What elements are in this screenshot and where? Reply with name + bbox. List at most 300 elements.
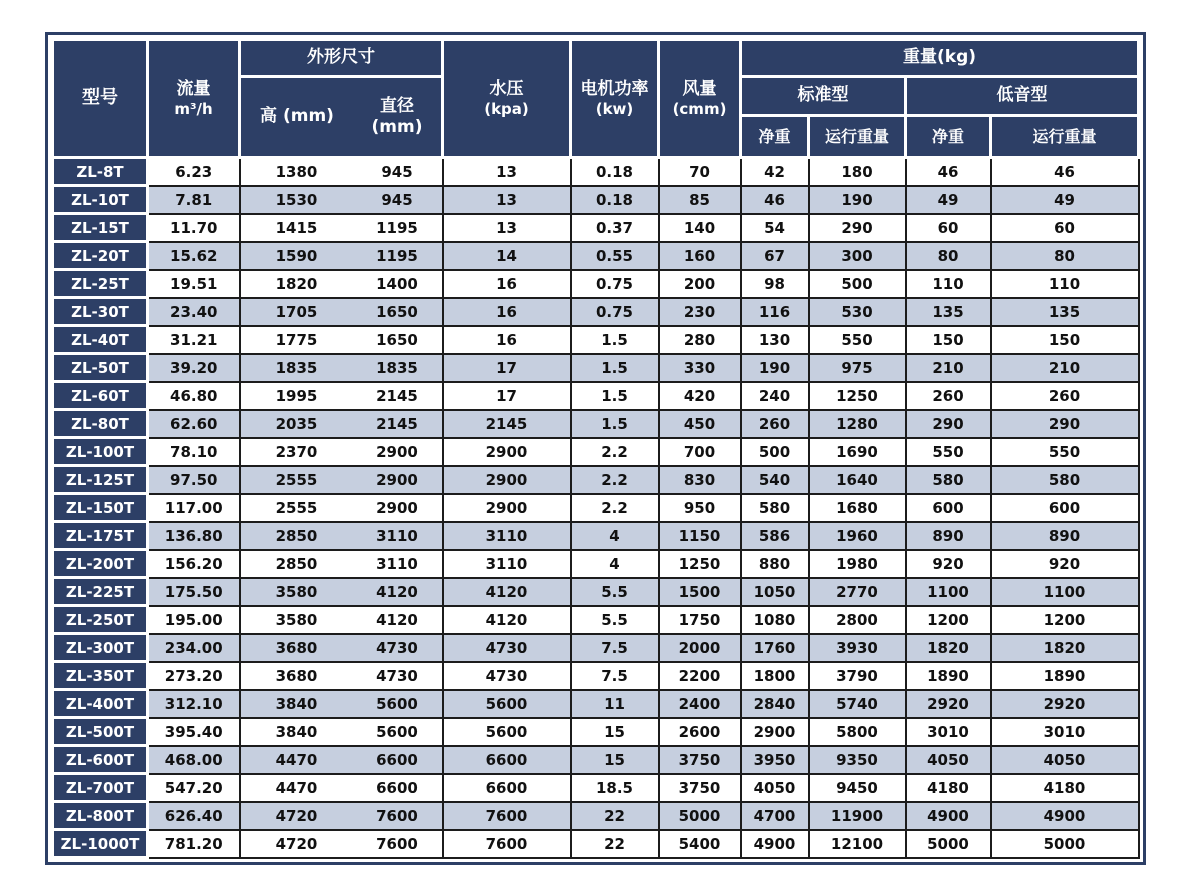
data-cell-low_net: 135 <box>906 298 991 326</box>
table-row <box>53 802 1139 830</box>
table-row <box>53 214 1139 242</box>
data-cell-diameter: 1195 <box>353 242 443 270</box>
data-cell-motor: 7.5 <box>571 662 659 690</box>
airflow-label: 风量 <box>682 79 717 100</box>
data-cell-low_net: 1890 <box>906 662 991 690</box>
model-cell: ZL-350T <box>53 662 148 690</box>
flow-unit: m³/h <box>174 99 213 118</box>
col-header-std-net-weight: 净重 <box>741 116 809 158</box>
data-cell-std_run: 290 <box>809 214 906 242</box>
data-cell-low_run: 260 <box>991 382 1139 410</box>
data-cell-low_net: 290 <box>906 410 991 438</box>
data-cell-airflow: 2600 <box>659 718 741 746</box>
data-cell-std_run: 550 <box>809 326 906 354</box>
data-cell-airflow: 700 <box>659 438 741 466</box>
data-cell-height: 2850 <box>240 522 353 550</box>
table-row <box>53 242 1139 270</box>
model-cell: ZL-20T <box>53 242 148 270</box>
model-cell: ZL-1000T <box>53 830 148 858</box>
data-cell-airflow: 950 <box>659 494 741 522</box>
data-cell-std_run: 5740 <box>809 690 906 718</box>
data-cell-low_net: 150 <box>906 326 991 354</box>
data-cell-low_net: 4050 <box>906 746 991 774</box>
table-row <box>53 438 1139 466</box>
data-cell-height: 1835 <box>240 354 353 382</box>
data-cell-motor: 4 <box>571 522 659 550</box>
data-cell-std_run: 9350 <box>809 746 906 774</box>
data-cell-diameter: 1195 <box>353 214 443 242</box>
model-cell: ZL-600T <box>53 746 148 774</box>
data-cell-std_net: 1080 <box>741 606 809 634</box>
data-cell-pressure: 4730 <box>443 634 571 662</box>
data-cell-diameter: 5600 <box>353 690 443 718</box>
data-cell-flow: 6.23 <box>148 158 240 186</box>
data-cell-airflow: 230 <box>659 298 741 326</box>
data-cell-std_net: 586 <box>741 522 809 550</box>
table-row <box>53 774 1139 802</box>
data-cell-airflow: 200 <box>659 270 741 298</box>
table-row <box>53 550 1139 578</box>
data-cell-std_net: 42 <box>741 158 809 186</box>
data-cell-motor: 1.5 <box>571 326 659 354</box>
data-cell-airflow: 830 <box>659 466 741 494</box>
data-cell-diameter: 2145 <box>353 410 443 438</box>
data-cell-flow: 7.81 <box>148 186 240 214</box>
data-cell-low_run: 600 <box>991 494 1139 522</box>
data-cell-flow: 15.62 <box>148 242 240 270</box>
data-cell-diameter: 2900 <box>353 438 443 466</box>
data-cell-height: 3680 <box>240 634 353 662</box>
data-cell-std_net: 880 <box>741 550 809 578</box>
data-cell-low_net: 920 <box>906 550 991 578</box>
data-cell-low_net: 1200 <box>906 606 991 634</box>
data-cell-height: 1995 <box>240 382 353 410</box>
data-cell-pressure: 17 <box>443 382 571 410</box>
data-cell-height: 3680 <box>240 662 353 690</box>
data-cell-pressure: 16 <box>443 270 571 298</box>
data-cell-pressure: 2900 <box>443 438 571 466</box>
data-cell-std_net: 54 <box>741 214 809 242</box>
table-row <box>53 354 1139 382</box>
model-cell: ZL-80T <box>53 410 148 438</box>
data-cell-low_run: 1200 <box>991 606 1139 634</box>
table-row <box>53 522 1139 550</box>
data-cell-flow: 195.00 <box>148 606 240 634</box>
data-cell-std_run: 1250 <box>809 382 906 410</box>
data-cell-motor: 22 <box>571 802 659 830</box>
data-cell-low_run: 1820 <box>991 634 1139 662</box>
spec-table-container <box>45 32 1146 865</box>
data-cell-flow: 97.50 <box>148 466 240 494</box>
data-cell-diameter: 7600 <box>353 802 443 830</box>
data-cell-airflow: 3750 <box>659 774 741 802</box>
data-cell-airflow: 3750 <box>659 746 741 774</box>
table-row <box>53 830 1139 858</box>
model-cell: ZL-700T <box>53 774 148 802</box>
spec-table <box>51 38 1140 859</box>
data-cell-motor: 5.5 <box>571 578 659 606</box>
col-header-height: 高 (mm) <box>260 106 334 127</box>
data-cell-height: 3580 <box>240 578 353 606</box>
data-cell-airflow: 2200 <box>659 662 741 690</box>
data-cell-low_run: 110 <box>991 270 1139 298</box>
data-cell-std_net: 2840 <box>741 690 809 718</box>
data-cell-flow: 62.60 <box>148 410 240 438</box>
data-cell-airflow: 1150 <box>659 522 741 550</box>
data-cell-diameter: 4120 <box>353 606 443 634</box>
data-cell-flow: 395.40 <box>148 718 240 746</box>
data-cell-motor: 15 <box>571 746 659 774</box>
data-cell-std_net: 4700 <box>741 802 809 830</box>
data-cell-diameter: 6600 <box>353 746 443 774</box>
data-cell-flow: 31.21 <box>148 326 240 354</box>
data-cell-diameter: 6600 <box>353 774 443 802</box>
model-cell: ZL-10T <box>53 186 148 214</box>
data-cell-low_net: 46 <box>906 158 991 186</box>
data-cell-height: 4470 <box>240 746 353 774</box>
data-cell-low_net: 1820 <box>906 634 991 662</box>
data-cell-low_net: 110 <box>906 270 991 298</box>
model-cell: ZL-30T <box>53 298 148 326</box>
data-cell-low_net: 260 <box>906 382 991 410</box>
col-header-pressure <box>443 40 571 158</box>
data-cell-low_net: 210 <box>906 354 991 382</box>
data-cell-diameter: 945 <box>353 158 443 186</box>
data-cell-height: 2035 <box>240 410 353 438</box>
data-cell-flow: 46.80 <box>148 382 240 410</box>
data-cell-diameter: 3110 <box>353 522 443 550</box>
model-cell: ZL-175T <box>53 522 148 550</box>
data-cell-std_run: 2800 <box>809 606 906 634</box>
data-cell-low_run: 920 <box>991 550 1139 578</box>
data-cell-airflow: 1750 <box>659 606 741 634</box>
data-cell-motor: 2.2 <box>571 466 659 494</box>
header-row-1 <box>53 40 1139 77</box>
data-cell-height: 1820 <box>240 270 353 298</box>
data-cell-flow: 547.20 <box>148 774 240 802</box>
data-cell-low_run: 46 <box>991 158 1139 186</box>
data-cell-std_run: 3790 <box>809 662 906 690</box>
data-cell-std_run: 1690 <box>809 438 906 466</box>
table-header <box>53 40 1139 158</box>
table-row <box>53 718 1139 746</box>
data-cell-std_run: 1280 <box>809 410 906 438</box>
data-cell-flow: 39.20 <box>148 354 240 382</box>
table-row <box>53 326 1139 354</box>
data-cell-std_net: 580 <box>741 494 809 522</box>
data-cell-airflow: 1250 <box>659 550 741 578</box>
col-header-low-noise-type: 低音型 <box>906 77 1139 116</box>
data-cell-std_net: 116 <box>741 298 809 326</box>
data-cell-std_run: 9450 <box>809 774 906 802</box>
data-cell-std_net: 67 <box>741 242 809 270</box>
data-cell-diameter: 1650 <box>353 326 443 354</box>
data-cell-height: 2850 <box>240 550 353 578</box>
table-row <box>53 746 1139 774</box>
data-cell-height: 4470 <box>240 774 353 802</box>
col-header-std-run-weight: 运行重量 <box>809 116 906 158</box>
data-cell-std_net: 260 <box>741 410 809 438</box>
data-cell-low_run: 550 <box>991 438 1139 466</box>
data-cell-diameter: 5600 <box>353 718 443 746</box>
data-cell-std_run: 1640 <box>809 466 906 494</box>
data-cell-std_run: 180 <box>809 158 906 186</box>
table-row <box>53 466 1139 494</box>
col-header-low-net-weight: 净重 <box>906 116 991 158</box>
data-cell-low_run: 1100 <box>991 578 1139 606</box>
data-cell-height: 3840 <box>240 690 353 718</box>
data-cell-flow: 23.40 <box>148 298 240 326</box>
data-cell-diameter: 2900 <box>353 466 443 494</box>
data-cell-flow: 781.20 <box>148 830 240 858</box>
data-cell-low_run: 2920 <box>991 690 1139 718</box>
data-cell-diameter: 2900 <box>353 494 443 522</box>
data-cell-pressure: 2145 <box>443 410 571 438</box>
model-cell: ZL-25T <box>53 270 148 298</box>
data-cell-height: 4720 <box>240 830 353 858</box>
data-cell-airflow: 1500 <box>659 578 741 606</box>
table-row <box>53 270 1139 298</box>
data-cell-airflow: 140 <box>659 214 741 242</box>
data-cell-pressure: 14 <box>443 242 571 270</box>
data-cell-height: 2370 <box>240 438 353 466</box>
data-cell-pressure: 7600 <box>443 802 571 830</box>
data-cell-motor: 5.5 <box>571 606 659 634</box>
col-header-airflow <box>659 40 741 158</box>
data-cell-height: 3580 <box>240 606 353 634</box>
data-cell-low_net: 4900 <box>906 802 991 830</box>
data-cell-motor: 0.18 <box>571 186 659 214</box>
col-header-motor-power <box>571 40 659 158</box>
data-cell-std_net: 3950 <box>741 746 809 774</box>
data-cell-pressure: 13 <box>443 186 571 214</box>
data-cell-height: 2555 <box>240 466 353 494</box>
data-cell-airflow: 280 <box>659 326 741 354</box>
data-cell-flow: 312.10 <box>148 690 240 718</box>
model-cell: ZL-200T <box>53 550 148 578</box>
data-cell-std_net: 98 <box>741 270 809 298</box>
model-cell: ZL-15T <box>53 214 148 242</box>
data-cell-low_net: 600 <box>906 494 991 522</box>
data-cell-motor: 1.5 <box>571 410 659 438</box>
data-cell-std_run: 5800 <box>809 718 906 746</box>
data-cell-low_net: 80 <box>906 242 991 270</box>
data-cell-motor: 0.37 <box>571 214 659 242</box>
model-cell: ZL-8T <box>53 158 148 186</box>
data-cell-std_net: 130 <box>741 326 809 354</box>
col-header-weight: 重量(kg) <box>741 40 1139 77</box>
data-cell-height: 1590 <box>240 242 353 270</box>
data-cell-std_net: 4050 <box>741 774 809 802</box>
data-cell-low_run: 80 <box>991 242 1139 270</box>
data-cell-height: 3840 <box>240 718 353 746</box>
data-cell-pressure: 16 <box>443 298 571 326</box>
data-cell-pressure: 3110 <box>443 550 571 578</box>
data-cell-flow: 273.20 <box>148 662 240 690</box>
data-cell-airflow: 420 <box>659 382 741 410</box>
data-cell-std_run: 1960 <box>809 522 906 550</box>
data-cell-std_run: 300 <box>809 242 906 270</box>
data-cell-flow: 234.00 <box>148 634 240 662</box>
data-cell-airflow: 5400 <box>659 830 741 858</box>
data-cell-low_run: 3010 <box>991 718 1139 746</box>
data-cell-pressure: 3110 <box>443 522 571 550</box>
data-cell-low_net: 890 <box>906 522 991 550</box>
data-cell-motor: 0.18 <box>571 158 659 186</box>
data-cell-diameter: 1650 <box>353 298 443 326</box>
data-cell-height: 4720 <box>240 802 353 830</box>
table-row <box>53 298 1139 326</box>
data-cell-std_run: 12100 <box>809 830 906 858</box>
data-cell-diameter: 4730 <box>353 662 443 690</box>
data-cell-std_net: 1760 <box>741 634 809 662</box>
data-cell-pressure: 7600 <box>443 830 571 858</box>
data-cell-low_run: 890 <box>991 522 1139 550</box>
data-cell-low_run: 4180 <box>991 774 1139 802</box>
data-cell-low_net: 580 <box>906 466 991 494</box>
data-cell-low_run: 150 <box>991 326 1139 354</box>
data-cell-motor: 1.5 <box>571 354 659 382</box>
model-cell: ZL-40T <box>53 326 148 354</box>
data-cell-std_run: 11900 <box>809 802 906 830</box>
data-cell-diameter: 1400 <box>353 270 443 298</box>
data-cell-diameter: 1835 <box>353 354 443 382</box>
data-cell-low_run: 580 <box>991 466 1139 494</box>
data-cell-pressure: 4120 <box>443 606 571 634</box>
data-cell-std_net: 500 <box>741 438 809 466</box>
data-cell-pressure: 4730 <box>443 662 571 690</box>
data-cell-pressure: 5600 <box>443 690 571 718</box>
data-cell-low_run: 60 <box>991 214 1139 242</box>
model-cell: ZL-225T <box>53 578 148 606</box>
data-cell-pressure: 6600 <box>443 774 571 802</box>
col-header-dimensions: 外形尺寸 <box>240 40 443 77</box>
data-cell-airflow: 450 <box>659 410 741 438</box>
data-cell-diameter: 3110 <box>353 550 443 578</box>
data-cell-flow: 626.40 <box>148 802 240 830</box>
data-cell-low_run: 5000 <box>991 830 1139 858</box>
data-cell-airflow: 5000 <box>659 802 741 830</box>
table-row <box>53 410 1139 438</box>
data-cell-std_net: 1800 <box>741 662 809 690</box>
data-cell-low_net: 49 <box>906 186 991 214</box>
motor-power-label: 电机功率 <box>580 79 649 100</box>
data-cell-diameter: 945 <box>353 186 443 214</box>
data-cell-diameter: 4730 <box>353 634 443 662</box>
data-cell-std_run: 1680 <box>809 494 906 522</box>
data-cell-std_net: 540 <box>741 466 809 494</box>
model-cell: ZL-125T <box>53 466 148 494</box>
data-cell-flow: 11.70 <box>148 214 240 242</box>
col-header-model: 型号 <box>53 40 148 158</box>
data-cell-flow: 19.51 <box>148 270 240 298</box>
data-cell-std_run: 190 <box>809 186 906 214</box>
data-cell-motor: 22 <box>571 830 659 858</box>
table-row <box>53 662 1139 690</box>
data-cell-pressure: 2900 <box>443 494 571 522</box>
pressure-unit: (kpa) <box>484 99 529 118</box>
data-cell-std_net: 190 <box>741 354 809 382</box>
data-cell-low_net: 60 <box>906 214 991 242</box>
data-cell-std_run: 3930 <box>809 634 906 662</box>
data-cell-std_net: 4900 <box>741 830 809 858</box>
model-cell: ZL-400T <box>53 690 148 718</box>
data-cell-height: 2555 <box>240 494 353 522</box>
col-header-diameter: 直径 (mm) <box>371 95 423 137</box>
data-cell-low_run: 210 <box>991 354 1139 382</box>
data-cell-flow: 78.10 <box>148 438 240 466</box>
flow-label: 流量 <box>176 79 211 100</box>
data-cell-low_run: 135 <box>991 298 1139 326</box>
data-cell-std_run: 530 <box>809 298 906 326</box>
data-cell-motor: 11 <box>571 690 659 718</box>
table-row <box>53 382 1139 410</box>
data-cell-height: 1705 <box>240 298 353 326</box>
model-cell: ZL-800T <box>53 802 148 830</box>
data-cell-airflow: 160 <box>659 242 741 270</box>
data-cell-low_run: 4900 <box>991 802 1139 830</box>
data-cell-motor: 0.75 <box>571 270 659 298</box>
data-cell-low_run: 4050 <box>991 746 1139 774</box>
data-cell-low_net: 550 <box>906 438 991 466</box>
data-cell-std_net: 2900 <box>741 718 809 746</box>
model-cell: ZL-250T <box>53 606 148 634</box>
data-cell-motor: 18.5 <box>571 774 659 802</box>
table-row <box>53 606 1139 634</box>
data-cell-pressure: 5600 <box>443 718 571 746</box>
model-cell: ZL-500T <box>53 718 148 746</box>
col-header-height-diameter <box>240 77 443 158</box>
data-cell-low_net: 3010 <box>906 718 991 746</box>
model-cell: ZL-60T <box>53 382 148 410</box>
data-cell-motor: 1.5 <box>571 382 659 410</box>
data-cell-low_run: 49 <box>991 186 1139 214</box>
model-cell: ZL-50T <box>53 354 148 382</box>
col-header-standard-type: 标准型 <box>741 77 906 116</box>
data-cell-diameter: 2145 <box>353 382 443 410</box>
data-cell-flow: 136.80 <box>148 522 240 550</box>
data-cell-pressure: 13 <box>443 214 571 242</box>
data-cell-low_net: 4180 <box>906 774 991 802</box>
data-cell-std_net: 46 <box>741 186 809 214</box>
data-cell-motor: 15 <box>571 718 659 746</box>
data-cell-airflow: 70 <box>659 158 741 186</box>
data-cell-pressure: 17 <box>443 354 571 382</box>
data-cell-low_net: 2920 <box>906 690 991 718</box>
data-cell-motor: 2.2 <box>571 438 659 466</box>
data-cell-flow: 175.50 <box>148 578 240 606</box>
table-row <box>53 494 1139 522</box>
data-cell-low_net: 5000 <box>906 830 991 858</box>
table-row <box>53 186 1139 214</box>
table-row <box>53 634 1139 662</box>
data-cell-flow: 156.20 <box>148 550 240 578</box>
data-cell-std_run: 2770 <box>809 578 906 606</box>
data-cell-low_run: 1890 <box>991 662 1139 690</box>
data-cell-diameter: 4120 <box>353 578 443 606</box>
airflow-unit: (cmm) <box>672 99 727 118</box>
model-cell: ZL-300T <box>53 634 148 662</box>
pressure-label: 水压 <box>489 79 524 100</box>
data-cell-flow: 468.00 <box>148 746 240 774</box>
data-cell-airflow: 85 <box>659 186 741 214</box>
model-cell: ZL-150T <box>53 494 148 522</box>
data-cell-std_net: 240 <box>741 382 809 410</box>
data-cell-std_run: 500 <box>809 270 906 298</box>
table-row <box>53 158 1139 186</box>
data-cell-height: 1415 <box>240 214 353 242</box>
data-cell-pressure: 4120 <box>443 578 571 606</box>
